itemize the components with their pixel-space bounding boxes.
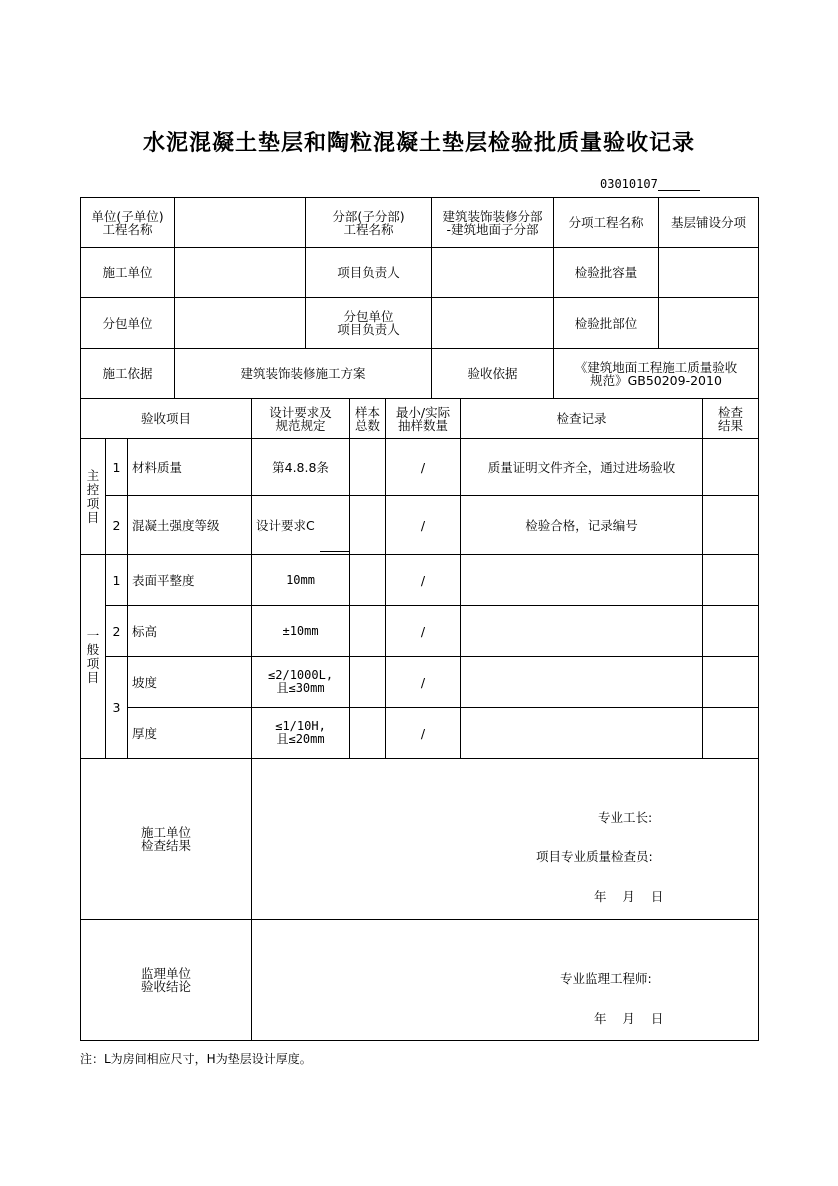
contractor-label: 施工单位 (81, 248, 175, 298)
general-item-record[interactable] (461, 657, 703, 708)
batch-location-value[interactable] (659, 298, 759, 349)
general-item-sample-total[interactable] (350, 555, 386, 606)
items-table (80, 398, 759, 1041)
general-item-record[interactable] (461, 555, 703, 606)
general-item-name: 坡度 (128, 657, 252, 708)
batch-location-label: 检验批部位 (554, 298, 659, 349)
main-item-design (252, 496, 350, 555)
supervisor-check-area[interactable] (252, 920, 759, 1041)
general-item-design: 10mm (252, 555, 350, 606)
inspector-label: 项目专业质量检查员: (536, 849, 653, 864)
general-item-no: 3 (106, 657, 128, 759)
sub-item-value: 基层铺设分项 (659, 198, 759, 248)
contractor-check-area[interactable] (252, 759, 759, 920)
general-item-design: ±10mm (252, 606, 350, 657)
strength-blank[interactable] (320, 551, 350, 552)
form-code-blank[interactable] (658, 178, 700, 191)
supervisor-check-label: 监理单位 验收结论 (81, 920, 252, 1041)
project-manager-value[interactable] (432, 248, 554, 298)
general-item-record[interactable] (461, 606, 703, 657)
form-code (600, 177, 700, 191)
supervisor-date: 年 月 日 (594, 1011, 664, 1026)
main-item-name: 材料质量 (128, 439, 252, 496)
general-item-sample-total[interactable] (350, 657, 386, 708)
subcontractor-label: 分包单位 (81, 298, 175, 349)
contractor-date: 年 月 日 (594, 889, 664, 904)
general-item-min-sample: / (386, 657, 461, 708)
main-item-sample-total[interactable] (350, 496, 386, 555)
main-item-record: 检验合格，记录编号 (461, 496, 703, 555)
general-item-design: ≤2/1000L, 且≤30mm (252, 657, 350, 708)
general-item-name: 厚度 (128, 708, 252, 759)
subdivision-value: 建筑装饰装修分部 -建筑地面子分部 (432, 198, 554, 248)
col-item: 验收项目 (81, 399, 252, 439)
page-title: 水泥混凝土垫层和陶粒混凝土垫层检验批质量验收记录 (142, 130, 695, 156)
contractor-value[interactable] (175, 248, 306, 298)
main-item-result[interactable] (703, 496, 759, 555)
main-group-label: 主控项目 (81, 439, 106, 555)
general-item-sample-total[interactable] (350, 606, 386, 657)
subcontractor-value[interactable] (175, 298, 306, 349)
col-design: 设计要求及 规范规定 (252, 399, 350, 439)
construction-basis-value: 建筑装饰装修施工方案 (175, 349, 432, 399)
general-item-no: 2 (106, 606, 128, 657)
subdivision-label: 分部(子分部) 工程名称 (306, 198, 432, 248)
general-item-result[interactable] (703, 555, 759, 606)
general-item-name: 标高 (128, 606, 252, 657)
construction-basis-label: 施工依据 (81, 349, 175, 399)
col-sample-total: 样本 总数 (350, 399, 386, 439)
main-item-min-sample: / (386, 496, 461, 555)
main-item-no: 1 (106, 439, 128, 496)
batch-capacity-value[interactable] (659, 248, 759, 298)
form-code-number: 03010107 (600, 177, 658, 191)
main-item-design-text: 设计要求C (256, 517, 315, 533)
sub-item-label: 分项工程名称 (554, 198, 659, 248)
col-record: 检查记录 (461, 399, 703, 439)
main-item-design: 第4.8.8条 (252, 439, 350, 496)
batch-capacity-label: 检验批容量 (554, 248, 659, 298)
general-item-name: 表面平整度 (128, 555, 252, 606)
sub-manager-value[interactable] (432, 298, 554, 349)
general-item-sample-total[interactable] (350, 708, 386, 759)
col-result: 检查 结果 (703, 399, 759, 439)
engineer-label: 专业监理工程师: (560, 971, 652, 986)
unit-project-label: 单位(子单位) 工程名称 (81, 198, 175, 248)
main-item-min-sample: / (386, 439, 461, 496)
main-item-result[interactable] (703, 439, 759, 496)
main-item-no: 2 (106, 496, 128, 555)
acceptance-basis-value: 《建筑地面工程施工质量验收 规范》GB50209-2010 (554, 349, 759, 399)
sub-manager-label: 分包单位 项目负责人 (306, 298, 432, 349)
general-item-min-sample: / (386, 606, 461, 657)
general-item-no: 1 (106, 555, 128, 606)
general-item-design: ≤1/10H, 且≤20mm (252, 708, 350, 759)
main-item-record: 质量证明文件齐全，通过进场验收 (461, 439, 703, 496)
general-item-result[interactable] (703, 657, 759, 708)
main-item-sample-total[interactable] (350, 439, 386, 496)
general-item-result[interactable] (703, 708, 759, 759)
header-table (80, 197, 759, 399)
footnote: 注：L为房间相应尺寸，H为垫层设计厚度。 (80, 1052, 312, 1066)
general-item-result[interactable] (703, 606, 759, 657)
general-item-min-sample: / (386, 555, 461, 606)
foreman-label: 专业工长: (598, 810, 653, 825)
general-item-min-sample: / (386, 708, 461, 759)
project-manager-label: 项目负责人 (306, 248, 432, 298)
general-group-label: 一般项目 (81, 555, 106, 759)
general-item-record[interactable] (461, 708, 703, 759)
col-min-sample: 最小/实际 抽样数量 (386, 399, 461, 439)
unit-project-value[interactable] (175, 198, 306, 248)
acceptance-basis-label: 验收依据 (432, 349, 554, 399)
contractor-check-label: 施工单位 检查结果 (81, 759, 252, 920)
main-item-name: 混凝土强度等级 (128, 496, 252, 555)
